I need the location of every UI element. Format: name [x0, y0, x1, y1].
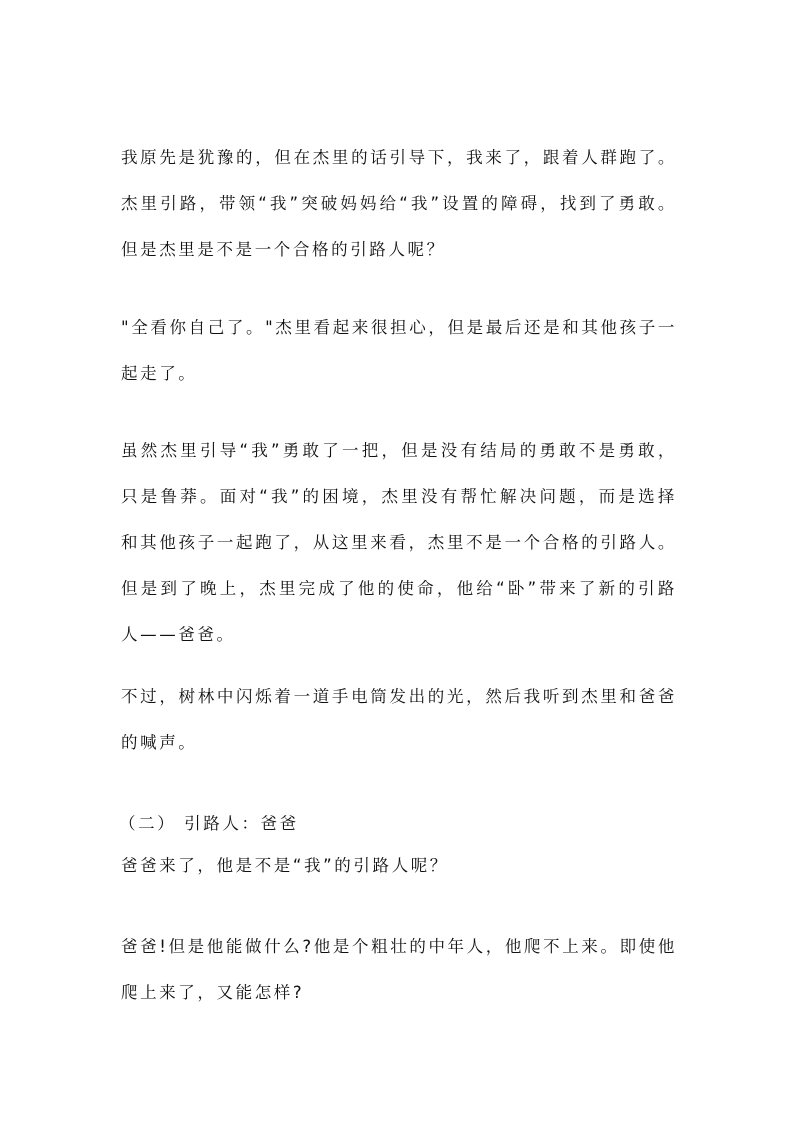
section-heading: （二） 引路人：爸爸 [119, 814, 299, 833]
paragraph-5: 爸爸!但是他能做什么?他是个粗壮的中年人，他爬不上来。即使他爬上来了，又能怎样? [121, 937, 677, 1002]
paragraph-1: 我原先是犹豫的，但在杰里的话引导下，我来了，跟着人群跑了。杰里引路，带领“我”突破妈妈给“我”设置的障碍，找到了勇敢。但是杰里是不是一个合格的引路人呢？ [121, 148, 677, 259]
paragraph-2: "全看你自己了。"杰里看起来很担心，但是最后还是和其他孩子一起走了。 [121, 318, 677, 383]
paragraph-4: 不过，树林中闪烁着一道手电筒发出的光，然后我听到杰里和爸爸的喊声。 [121, 687, 677, 752]
section-intro: 爸爸来了，他是不是“我”的引路人呢？ [121, 856, 449, 875]
paragraph-3: 虽然杰里引导“我”勇敢了一把，但是没有结局的勇敢不是勇敢，只是鲁莽。面对“我”的困境，杰里没有帮忙解决问题，而是选择和其他孩子一起跑了，从这里来看，杰里不是一个合格的引路人。但是到了晚上，杰里完成了他的使命，他给“卧”带来了新的引路人——爸爸。 [121, 441, 677, 644]
